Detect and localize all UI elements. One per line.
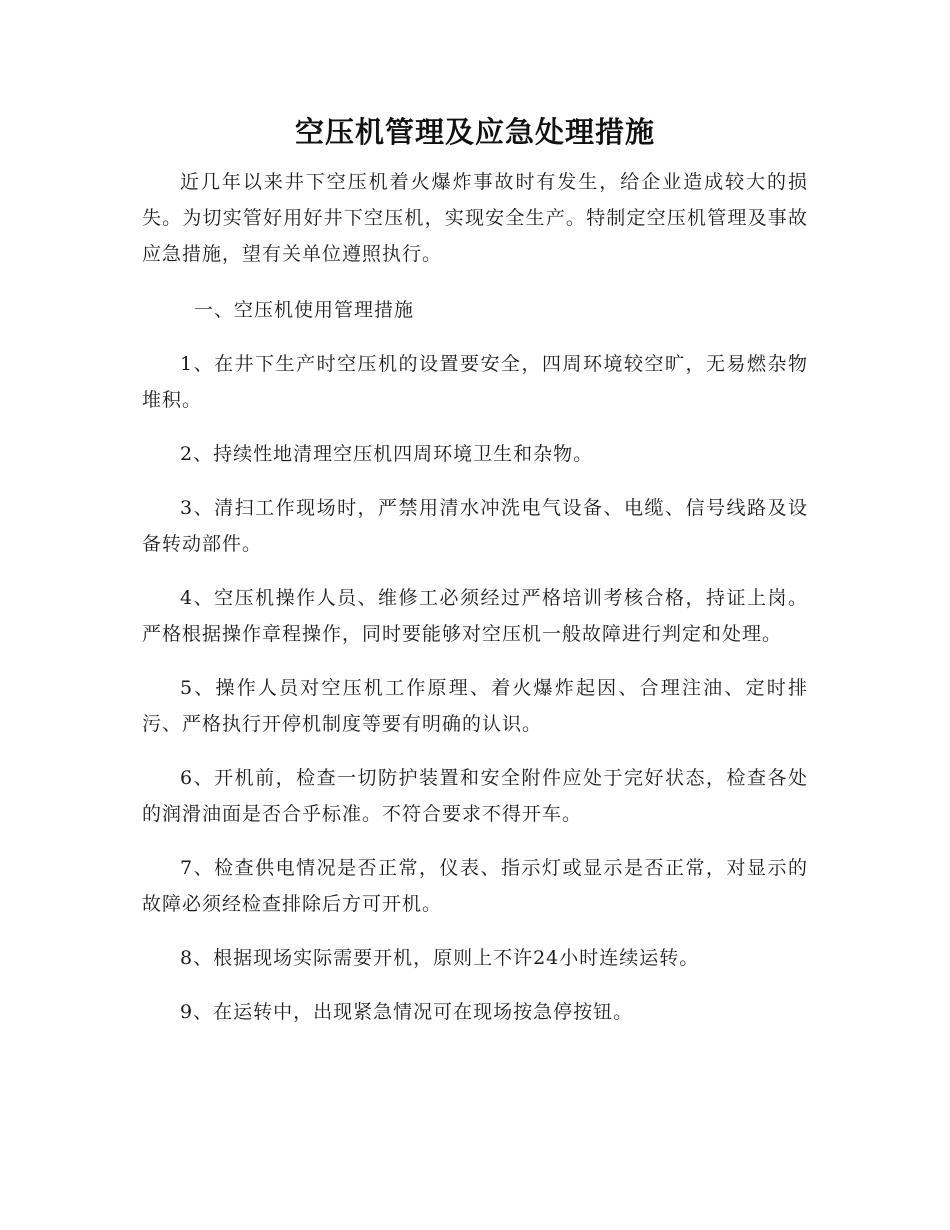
list-item: 8、根据现场实际需要开机，原则上不许24小时连续运转。	[180, 947, 700, 969]
list-item: 9、在运转中，出现紧急情况可在现场按急停按钮。	[180, 1001, 634, 1023]
list-item: 7、检查供电情况是否正常，仪表、指示灯或显示是否正常，对显示的故障必须经检查排除后方可开机。	[142, 857, 808, 915]
intro-paragraph: 近几年以来井下空压机着火爆炸事故时有发生，给企业造成较大的损失。为切实管好用好井下空压机，实现安全生产。特制定空压机管理及事故应急措施，望有关单位遵照执行。	[142, 171, 808, 265]
section-heading: 一、空压机使用管理措施	[194, 299, 415, 321]
list-item: 5、操作人员对空压机工作原理、着火爆炸起因、合理注油、定时排污、严格执行开停机制度等要有明确的认识。	[142, 677, 808, 735]
list-item: 1、在井下生产时空压机的设置要安全，四周环境较空旷，无易燃杂物堆积。	[142, 353, 808, 411]
list-item: 4、空压机操作人员、维修工必须经过严格培训考核合格，持证上岗。严格根据操作章程操作，同时要能够对空压机一般故障进行判定和处理。	[142, 587, 808, 645]
list-item: 2、持续性地清理空压机四周环境卫生和杂物。	[180, 443, 594, 465]
document-body	[142, 108, 808, 1048]
list-item: 3、清扫工作现场时，严禁用清水冲洗电气设备、电缆、信号线路及设备转动部件。	[142, 497, 808, 555]
list-item: 6、开机前，检查一切防护装置和安全附件应处于完好状态，检查各处的润滑油面是否合乎标准。不符合要求不得开车。	[142, 767, 808, 825]
document-title: 空压机管理及应急处理措施	[294, 115, 655, 149]
